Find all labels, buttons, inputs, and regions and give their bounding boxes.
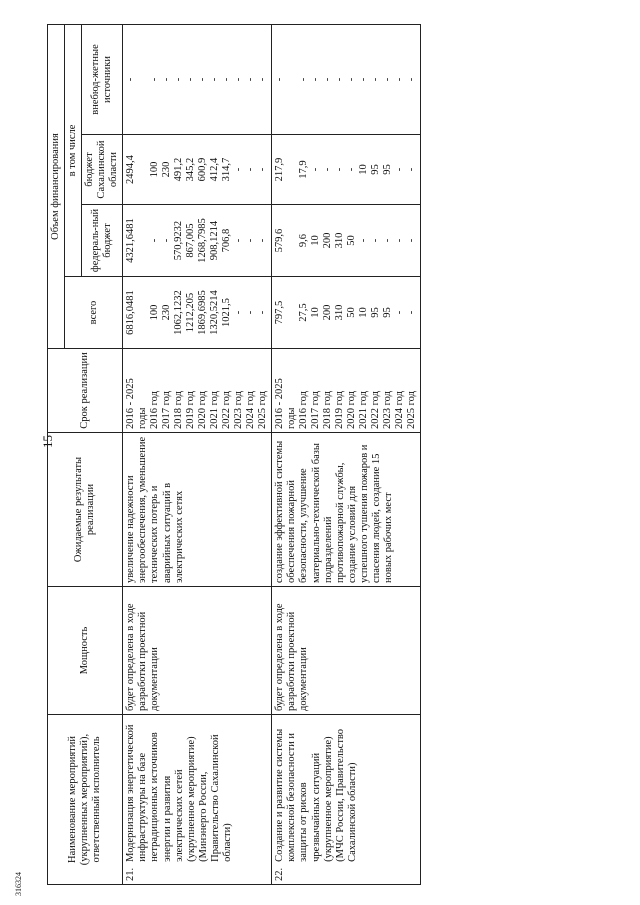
period-value: 2023 год	[382, 391, 394, 429]
extra-value: -	[197, 77, 209, 82]
extra-value: -	[322, 77, 334, 82]
regional-value: 217,9	[274, 157, 286, 182]
extra-value: -	[161, 77, 173, 82]
regional-value: 314,7	[221, 157, 233, 182]
federal-value: 867,005	[185, 223, 197, 258]
federal-value: 1268,7985	[197, 218, 209, 263]
cell-period	[272, 349, 421, 433]
extra-value: -	[125, 77, 137, 82]
extra-value: -	[274, 77, 286, 82]
regional-value: -	[257, 167, 269, 172]
header-extra: внебюд-жетные источники	[82, 24, 123, 134]
extra-value	[286, 28, 298, 131]
period-value: 2024 год	[245, 391, 257, 429]
regional-value: -	[233, 167, 245, 172]
regional-value: -	[310, 167, 322, 172]
header-including: в том числе	[65, 24, 82, 276]
federal-value: 706,8	[221, 228, 233, 253]
federal-value: 50	[346, 235, 358, 246]
measure-name: Создание и развитие системы комплексной безопасности и защиты от рисков чрезвычайных ситуаций (укрупненное мероприятие) (МЧС России, Правительство Сахалинской области)	[274, 728, 358, 862]
extra-value: -	[149, 77, 161, 82]
cell-extra	[123, 24, 272, 134]
period-value: 2016 - 2025	[125, 378, 137, 429]
measure-name: Модернизация энергетической инфраструктуры на базе нетрадиционных источников энергии и развития электрических сетей (укрупненное мероприятие) (Минэнерго России, Правительство Сахалинской области)	[125, 724, 233, 862]
row-number: 22.	[274, 867, 286, 881]
federal-value: -	[245, 238, 257, 243]
regional-value: -	[322, 167, 334, 172]
regional-value: 345,2	[185, 157, 197, 182]
regional-value: 2494,4	[125, 155, 137, 184]
header-regional: бюджет Сахалинской области	[82, 135, 123, 205]
extra-value: -	[334, 77, 346, 82]
federal-value	[286, 208, 298, 273]
period-value: 2018 год	[173, 391, 185, 429]
extra-value: -	[233, 77, 245, 82]
cell-capacity: будет определена в ходе разработки проектной документации	[123, 587, 272, 715]
period-value: годы	[137, 407, 149, 429]
extra-value: -	[257, 77, 269, 82]
regional-value: -	[334, 167, 346, 172]
total-value: -	[257, 310, 269, 315]
cell-name	[123, 715, 272, 885]
header-total: всего	[65, 277, 123, 349]
period-value: 2021 год	[358, 391, 370, 429]
period-value: 2025 год	[406, 391, 418, 429]
federal-value: 200	[322, 232, 334, 249]
federal-value: 9,6	[298, 233, 310, 248]
header-capacity: Мощность	[48, 587, 123, 715]
total-value: 1320,5214	[209, 290, 221, 335]
rotated-table-container	[47, 25, 592, 885]
extra-value: -	[346, 77, 358, 82]
row-number: 21.	[125, 867, 137, 881]
header-funding: Объем финансирования	[48, 24, 65, 348]
regional-value: 412,4	[209, 157, 221, 182]
total-value: 1062,1232	[173, 290, 185, 335]
total-value: 200	[322, 304, 334, 321]
federal-value: -	[257, 238, 269, 243]
regional-value: 17,9	[298, 160, 310, 179]
period-value: 2016 год	[298, 391, 310, 429]
federal-value: 908,1214	[209, 220, 221, 261]
period-value: 2018 год	[322, 391, 334, 429]
regional-value: -	[245, 167, 257, 172]
period-value: годы	[286, 407, 298, 429]
period-value: 2025 год	[257, 391, 269, 429]
cell-results: создание эффективной системы обеспечения пожарной безопасности, улучшение материально-технической базы подразделений противопожарной службы, создание условий для успешного тушения пожаров и спасения людей, создание 15 новых рабочих мест	[272, 433, 421, 587]
extra-value: -	[245, 77, 257, 82]
regional-value: 230	[161, 161, 173, 178]
page-number: 15	[40, 435, 55, 448]
total-value: 100	[149, 304, 161, 321]
extra-value: -	[382, 77, 394, 82]
federal-value: 570,9232	[173, 220, 185, 261]
cell-regional	[272, 135, 421, 205]
total-value: 50	[346, 307, 358, 318]
financing-table	[47, 24, 421, 885]
regional-value: 491,2	[173, 157, 185, 182]
regional-value: -	[346, 167, 358, 172]
extra-value: -	[221, 77, 233, 82]
period-value: 2019 год	[334, 391, 346, 429]
extra-value: -	[394, 77, 406, 82]
extra-value: -	[358, 77, 370, 82]
total-value: 6816,0481	[125, 290, 137, 335]
period-value: 2019 год	[185, 391, 197, 429]
total-value: 1212,205	[185, 292, 197, 333]
federal-value: -	[394, 238, 406, 243]
period-value: 2017 год	[310, 391, 322, 429]
federal-value: 10	[310, 235, 322, 246]
period-value: 2023 год	[233, 391, 245, 429]
federal-value: 310	[334, 232, 346, 249]
header-period: Срок реализации	[48, 349, 123, 433]
total-value: 310	[334, 304, 346, 321]
period-value: 2016 год	[149, 391, 161, 429]
federal-value: -	[149, 238, 161, 243]
cell-period	[123, 349, 272, 433]
total-value: 1869,6985	[197, 290, 209, 335]
total-value: 95	[382, 307, 394, 318]
cell-total	[123, 277, 272, 349]
total-value	[137, 280, 149, 345]
regional-value: 95	[370, 164, 382, 175]
period-value: 2017 год	[161, 391, 173, 429]
regional-value: -	[394, 167, 406, 172]
extra-value: -	[310, 77, 322, 82]
total-value: 230	[161, 304, 173, 321]
cell-results: увеличение надежности энергообеспечения, уменьшение технических потерь и аварийных ситуаций в электрических сетях	[123, 433, 272, 587]
federal-value: -	[358, 238, 370, 243]
total-value: -	[394, 310, 406, 315]
period-value: 2016 - 2025	[274, 378, 286, 429]
extra-value	[137, 28, 149, 131]
period-value: 2022 год	[370, 391, 382, 429]
regional-value	[286, 138, 298, 201]
federal-value: -	[382, 238, 394, 243]
cell-name	[272, 715, 421, 885]
extra-value: -	[185, 77, 197, 82]
cell-regional	[123, 135, 272, 205]
regional-value	[137, 138, 149, 201]
cell-extra	[272, 24, 421, 134]
federal-value: -	[233, 238, 245, 243]
federal-value: 4321,6481	[125, 218, 137, 263]
period-value: 2020 год	[197, 391, 209, 429]
period-value: 2022 год	[221, 391, 233, 429]
total-value: 1021,5	[221, 298, 233, 327]
table-row	[123, 24, 272, 884]
table-row	[272, 24, 421, 884]
cell-total	[272, 277, 421, 349]
federal-value: -	[406, 238, 418, 243]
extra-value: -	[370, 77, 382, 82]
extra-value: -	[209, 77, 221, 82]
federal-value	[137, 208, 149, 273]
total-value: -	[233, 310, 245, 315]
extra-value: -	[406, 77, 418, 82]
regional-value: -	[406, 167, 418, 172]
header-name: Наименование мероприятий (укрупненных мероприятий), ответственный исполнитель	[48, 715, 123, 885]
period-value: 2024 год	[394, 391, 406, 429]
federal-value: -	[161, 238, 173, 243]
regional-value: 10	[358, 164, 370, 175]
header-federal: федераль-ный бюджет	[82, 205, 123, 277]
federal-value: 579,6	[274, 228, 286, 253]
cell-federal	[123, 205, 272, 277]
total-value: 797,5	[274, 300, 286, 325]
period-value: 2020 год	[346, 391, 358, 429]
extra-value: -	[298, 77, 310, 82]
cell-capacity: будет определена в ходе разработки проектной документации	[272, 587, 421, 715]
header-results: Ожидаемые результаты реализации	[48, 433, 123, 587]
document-code: 316324	[14, 872, 23, 896]
regional-value: 100	[149, 161, 161, 178]
total-value: 95	[370, 307, 382, 318]
cell-federal	[272, 205, 421, 277]
total-value: -	[245, 310, 257, 315]
extra-value: -	[173, 77, 185, 82]
table-body	[123, 24, 421, 884]
total-value	[286, 280, 298, 345]
period-value: 2021 год	[209, 391, 221, 429]
total-value: 10	[358, 307, 370, 318]
total-value: 10	[310, 307, 322, 318]
total-value: -	[406, 310, 418, 315]
federal-value: -	[370, 238, 382, 243]
regional-value: 600,9	[197, 157, 209, 182]
total-value: 27,5	[298, 303, 310, 322]
regional-value: 95	[382, 164, 394, 175]
